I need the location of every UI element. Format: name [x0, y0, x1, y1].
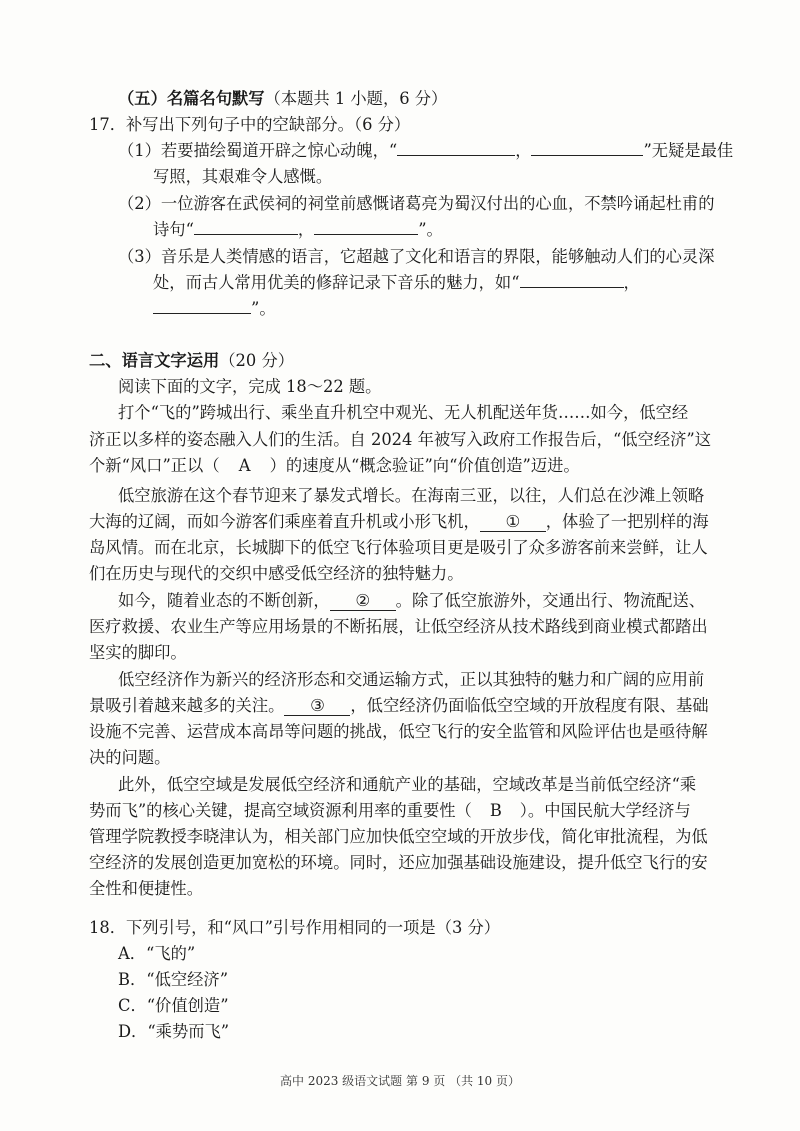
- blank-1[interactable]: ①: [480, 513, 546, 532]
- passage-line: 低空经济作为新兴的经济形态和交通运输方式，正以其独特的魅力和广阔的应用前: [118, 670, 705, 689]
- q18-option-a[interactable]: A．“飞的”: [118, 944, 196, 963]
- text: ，体验了一把别样的海: [545, 512, 709, 531]
- section2-intro: 阅读下面的文字，完成 18～22 题。: [118, 377, 382, 396]
- passage-line: 此外，低空空域是发展低空经济和通航产业的基础，空域改革是当前低空经济“乘: [118, 775, 697, 794]
- text: 诗句“: [153, 220, 194, 239]
- passage-line: 坚实的脚印。: [89, 643, 187, 662]
- answer-blank[interactable]: [520, 287, 624, 288]
- passage-line: [89, 800, 691, 822]
- q17-part2-line2: [153, 219, 443, 241]
- section2-title: 二、语言文字运用: [89, 351, 220, 370]
- text: 如今，随着业态的不断创新，: [118, 591, 330, 610]
- passage-line: 低空旅游在这个春节迎来了暴发式增长。在海南三亚，以往，人们总在沙滩上领略: [118, 486, 705, 505]
- text: 。除了低空旅游外，交通出行、物流配送、: [395, 591, 706, 610]
- section5-note: （本题共 1 小题，6 分）: [264, 89, 448, 108]
- passage-line: 医疗救援、农业生产等应用场景的不断拓展，让低空经济从技术路线到商业模式都踏出: [89, 617, 708, 636]
- passage-line: 打个“飞的”跨城出行、乘坐直升机空中观光、无人机配送年货……如今，低空经: [118, 403, 689, 422]
- passage-line: [89, 511, 709, 533]
- text: （1）若要描绘蜀道开辟之惊心动魄，“: [118, 141, 398, 160]
- passage-line: [118, 590, 705, 612]
- q17-stem: 17．补写出下列句子中的空缺部分。（6 分）: [89, 115, 411, 134]
- q17-part1-line2: 写照，其艰难令人感慨。: [153, 167, 333, 186]
- q17-part3-line2: [153, 272, 640, 294]
- text: 处，而古人常用优美的修辞记录下音乐的魅力，如“: [153, 273, 520, 292]
- passage-line: 决的问题。: [89, 748, 171, 767]
- passage-line: 全性和便捷性。: [89, 879, 203, 898]
- text: ）的速度从“概念验证”向“价值创造”迈进。: [269, 456, 580, 475]
- text: 势而飞”的核心关键，提高空域资源利用率的重要性（: [89, 801, 472, 820]
- text: ”无疑是最佳: [643, 141, 734, 160]
- section5-title: （五）名篇名句默写: [118, 89, 265, 108]
- passage-line: [89, 695, 709, 717]
- blank-3[interactable]: ③: [284, 697, 350, 716]
- passage-line: 管理学院教授李晓津认为，相关部门应加快低空空域的开放步伐，简化审批流程，为低: [89, 827, 708, 846]
- q18-option-c[interactable]: C．“价值创造”: [118, 996, 229, 1015]
- text: ，: [515, 141, 532, 160]
- q18-option-b[interactable]: B．“低空经济”: [118, 970, 229, 989]
- passage-line: 设施不完善、运营成本高昂等问题的挑战，低空飞行的安全监管和风险评估也是亟待解: [89, 722, 708, 741]
- blank-2[interactable]: ②: [330, 592, 396, 611]
- text: ”。: [418, 220, 443, 239]
- page-footer: 高中 2023 级语文试题 第 9 页 （共 10 页）: [280, 1074, 520, 1088]
- answer-blank[interactable]: [531, 155, 643, 156]
- answer-blank[interactable]: [153, 313, 251, 314]
- q17-part2-line1: （2）一位游客在武侯祠的祠堂前感慨诸葛亮为蜀汉付出的心血，不禁吟诵起杜甫的: [118, 194, 715, 213]
- text: ，: [297, 220, 315, 239]
- passage-line: 们在历史与现代的交织中感受低空经济的独特魅力。: [89, 564, 464, 583]
- q18-option-d[interactable]: D．“乘势而飞”: [118, 1022, 230, 1041]
- passage-line: 岛风情。而在北京，长城脚下的低空飞行体验项目更是吸引了众多游客前来尝鲜，让人: [89, 538, 708, 557]
- text: ”。: [251, 299, 276, 318]
- text: ，低空经济仍面临低空空域的开放程度有限、基础: [350, 696, 709, 715]
- q17-part3-line3: [153, 298, 276, 320]
- blank-a[interactable]: A: [238, 456, 251, 475]
- q17-part3-line1: （3）音乐是人类情感的语言，它超越了文化和语言的界限，能够触动人们的心灵深: [118, 247, 715, 266]
- passage-line: [89, 455, 580, 477]
- text: ）。中国民航大学经济与: [519, 801, 691, 820]
- passage-line: 空经济的发展创造更加宽松的环境。同时，还应加强基础设施建设，提升低空飞行的安: [89, 853, 708, 872]
- q18-stem: 18．下列引号，和“风口”引号作用相同的一项是（3 分）: [89, 918, 501, 937]
- q17-part1-line1: [118, 140, 733, 162]
- answer-blank[interactable]: [314, 234, 418, 235]
- text: 大海的辽阔，而如今游客们乘座着直升机或小形飞机，: [89, 512, 480, 531]
- section2-score: （20 分）: [219, 351, 295, 370]
- section5-heading: [118, 88, 447, 110]
- answer-blank[interactable]: [194, 234, 298, 235]
- passage-line: 济正以多样的姿态融入人们的生活。自 2024 年被写入政府工作报告后，“低空经济”这: [89, 430, 711, 449]
- answer-blank[interactable]: [397, 155, 515, 156]
- text: ，: [623, 273, 640, 292]
- text: 个新“风口”正以（: [89, 456, 220, 475]
- section2-heading: [89, 350, 294, 372]
- text: 景吸引着越来越多的关注。: [89, 696, 285, 715]
- blank-b[interactable]: B: [489, 801, 502, 820]
